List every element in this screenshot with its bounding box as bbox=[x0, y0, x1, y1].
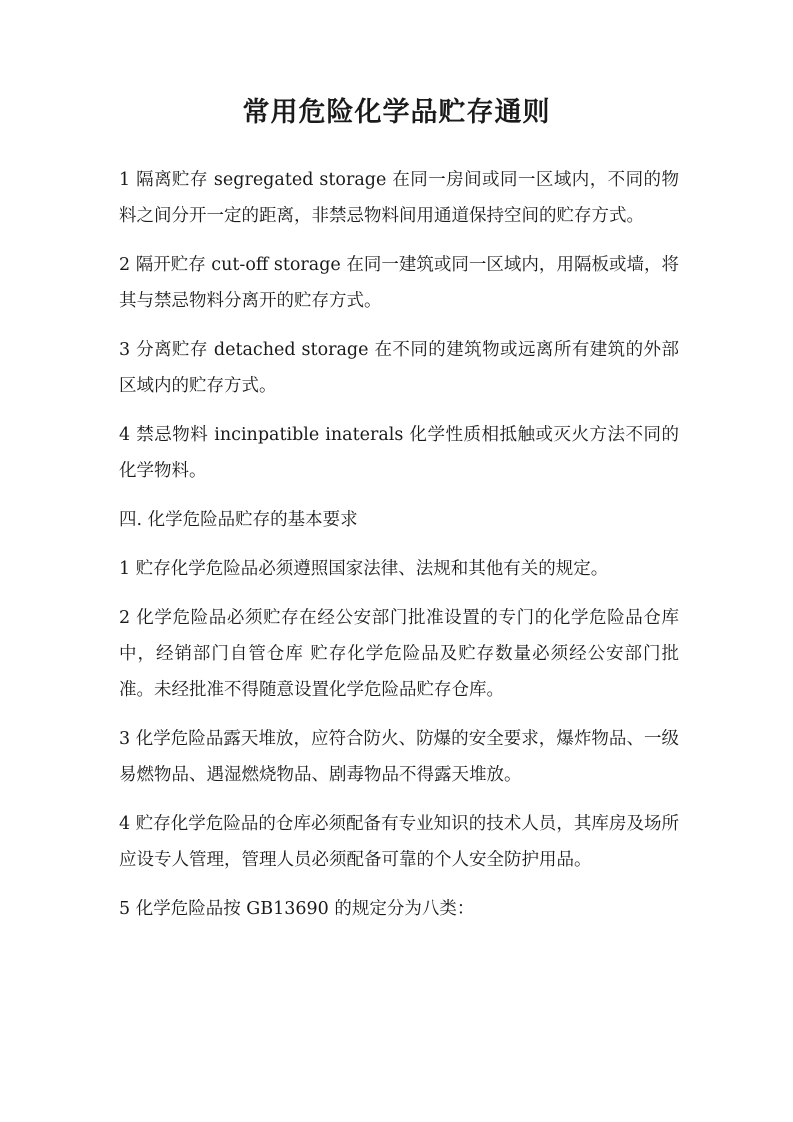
paragraph-requirement-3: 3 化学危险品露天堆放，应符合防火、防爆的安全要求，爆炸物品、一级易燃物品、遇湿燃烧物品、剧毒物品不得露天堆放。 bbox=[119, 729, 679, 785]
paragraph-requirement-5: 5 化学危险品按 GB13690 的规定分为八类： bbox=[119, 899, 475, 919]
document-body bbox=[119, 162, 679, 940]
paragraph-requirement-2: 2 化学危险品必须贮存在经公安部门批准设置的专门的化学危险品仓库中，经销部门自管仓库 贮存化学危险品及贮存数量必须经公安部门批准。未经批准不得随意设置化学危险品贮存仓库。 bbox=[119, 608, 679, 700]
section-heading-basic-requirements: 四. 化学危险品贮存的基本要求 bbox=[119, 510, 358, 530]
paragraph-cut-off-storage: 2 隔开贮存 cut-off storage 在同一建筑或同一区域内，用隔板或墙，将其与禁忌物料分离开的贮存方式。 bbox=[119, 255, 679, 311]
document-title: 常用危险化学品贮存通则 bbox=[242, 97, 551, 128]
paragraph-segregated-storage: 1 隔离贮存 segregated storage 在同一房间或同一区域内，不同的物料之间分开一定的距离，非禁忌物料间用通道保持空间的贮存方式。 bbox=[119, 170, 679, 226]
paragraph-incompatible-materials: 4 禁忌物料 incinpatible inaterals 化学性质相抵触或灭火方法不同的化学物料。 bbox=[119, 425, 679, 481]
paragraph-detached-storage: 3 分离贮存 detached storage 在不同的建筑物或远离所有建筑的外部区域内的贮存方式。 bbox=[119, 340, 679, 396]
paragraph-requirement-4: 4 贮存化学危险品的仓库必须配备有专业知识的技术人员，其库房及场所应设专人管理，管理人员必须配备可靠的个人安全防护用品。 bbox=[119, 814, 679, 870]
paragraph-requirement-1: 1 贮存化学危险品必须遵照国家法律、法规和其他有关的规定。 bbox=[119, 559, 609, 579]
